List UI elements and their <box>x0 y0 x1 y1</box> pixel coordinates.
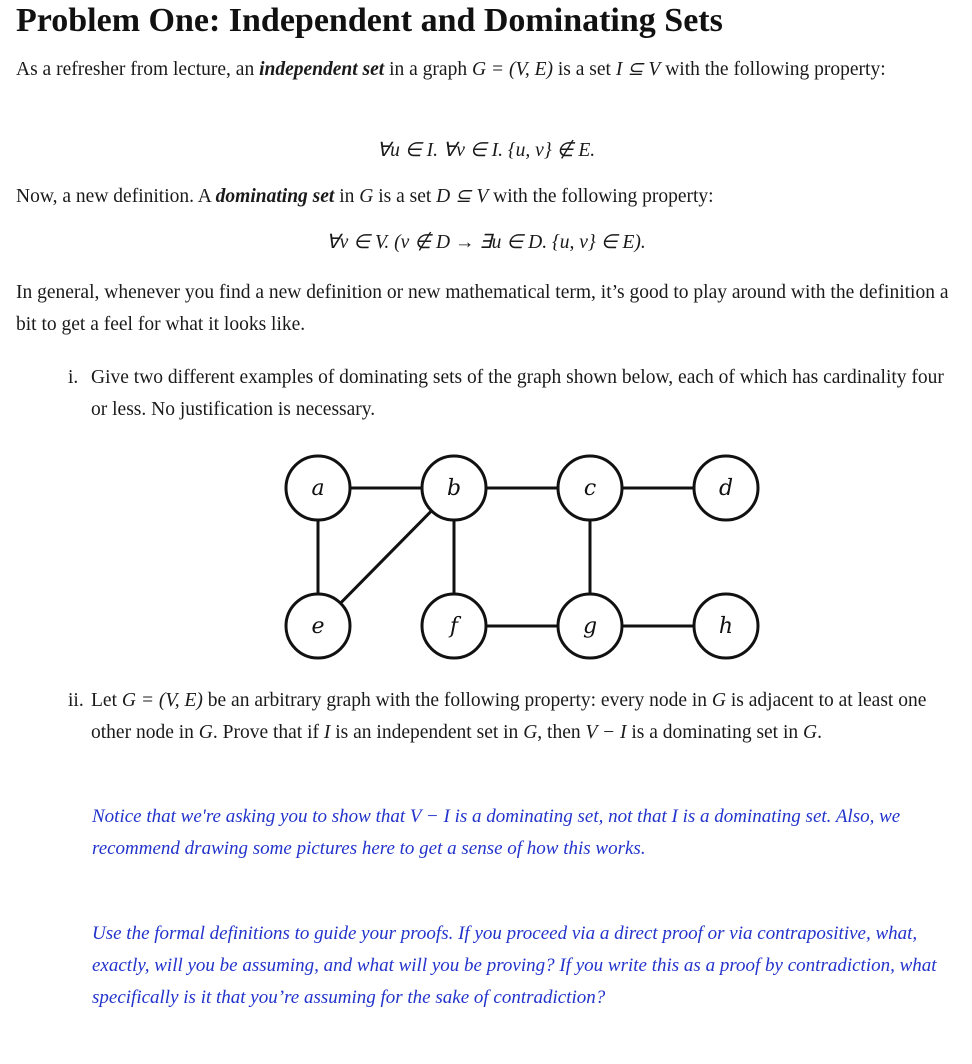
text-run: be an arbitrary graph with the following property: every node in <box>202 690 712 711</box>
formula-text: ∀v ∈ V. (v ∉ D → ∃u ∈ D. {u, v} ∈ E). <box>326 232 646 253</box>
formula-independent-set <box>0 138 972 162</box>
math-inline: G <box>359 186 374 207</box>
text-run: is a set <box>553 59 616 80</box>
math-inline: G <box>523 722 538 743</box>
item-text <box>91 685 954 749</box>
problem-part-i <box>68 362 954 426</box>
formula-text: ∀u ∈ I. ∀v ∈ I. {u, v} ∉ E. <box>376 140 596 161</box>
item-text: Give two different examples of dominating sets of the graph shown below, each of which has cardinality four or less. No justification is necessary. <box>91 367 944 420</box>
graph-node-label: d <box>718 476 734 501</box>
math-inline: G <box>711 690 727 711</box>
graph-figure <box>270 450 770 680</box>
math-inline: D ⊆ V <box>436 186 489 207</box>
graph-node-h <box>694 594 758 658</box>
text-run: is a dominating set. Also, we recommend drawing some pictures here to get a sense of how this works. <box>92 806 901 859</box>
problem-part-ii <box>68 685 954 749</box>
hint-paragraph-1 <box>92 801 954 865</box>
text-run: As a refresher from lecture, an <box>16 59 260 80</box>
graph-node-f <box>422 594 486 658</box>
math-inline: V − I <box>409 806 450 827</box>
graph-node-label: a <box>311 476 325 501</box>
text-run: . <box>817 722 822 743</box>
text-run: Notice that we're asking you to show that <box>92 806 410 827</box>
term-independent-set: independent set <box>259 59 385 80</box>
math-inline: G = (V, E) <box>471 59 553 80</box>
graph-nodes <box>286 456 758 658</box>
math-inline: I <box>323 722 331 743</box>
math-inline: G <box>198 722 213 743</box>
math-inline: G = (V, E) <box>121 690 203 711</box>
text-run: with the following property: <box>488 186 714 207</box>
intro-paragraph-1 <box>16 54 956 86</box>
graph-node-label: c <box>583 476 597 501</box>
graph-node-label: f <box>449 614 459 639</box>
text-run: , then <box>537 722 586 743</box>
text-run: Let <box>91 690 122 711</box>
graph-node-label: g <box>582 614 598 639</box>
text-run: is adjacent to at least one other node in <box>91 690 927 743</box>
graph-edges <box>318 488 726 626</box>
term-dominating-set: dominating set <box>215 186 335 207</box>
graph-node-c <box>558 456 622 520</box>
text-run: in a graph <box>384 59 472 80</box>
graph-node-e <box>286 594 350 658</box>
math-inline: V − I <box>585 722 627 743</box>
item-number: ii. <box>68 690 84 711</box>
text-run: . Prove that if <box>212 722 324 743</box>
text-run: is an independent set in <box>330 722 524 743</box>
graph-node-label: b <box>446 476 462 501</box>
formula-dominating-set <box>0 230 972 254</box>
hint-paragraph-2: Use the formal definitions to guide your proofs. If you proceed via a direct proof or via contrapositive, what, exactly, will you be assuming, and what will you be proving? If you write this as a proof by contradiction, what specifically is it that you’re assuming for the sake of contradiction? <box>92 923 937 1008</box>
math-inline: I ⊆ V <box>615 59 661 80</box>
text-run: with the following property: <box>660 59 886 80</box>
intro-paragraph-3: In general, whenever you find a new definition or new mathematical term, it’s good to play around with the definition a bit to get a feel for what it looks like. <box>16 282 949 335</box>
graph-node-label: h <box>718 614 734 639</box>
intro-paragraph-2 <box>16 181 956 213</box>
text-run: Now, a new definition. A <box>16 186 216 207</box>
item-number: i. <box>68 367 79 388</box>
page-title: Problem One: Independent and Dominating Sets <box>16 2 723 39</box>
math-inline: G <box>803 722 818 743</box>
text-run: is a set <box>373 186 437 207</box>
graph-node-g <box>558 594 622 658</box>
graph-node-b <box>422 456 486 520</box>
math-inline: I <box>671 806 678 827</box>
graph-node-d <box>694 456 758 520</box>
text-run: in <box>334 186 360 207</box>
text-run: is a dominating set, not that <box>449 806 672 827</box>
graph-node-a <box>286 456 350 520</box>
text-run: is a dominating set in <box>626 722 804 743</box>
graph-node-label: e <box>311 614 325 639</box>
